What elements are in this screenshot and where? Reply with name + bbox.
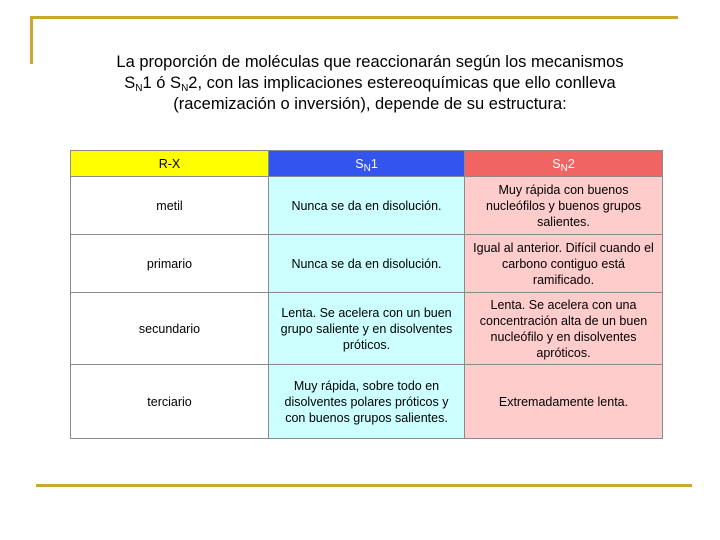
cell-rx: metil [71, 177, 269, 235]
cell-sn2: Muy rápida con buenos nucleófilos y buenos grupos salientes. [465, 177, 663, 235]
cell-sn1: Lenta. Se acelera con un buen grupo saliente y en disolventes próticos. [269, 293, 465, 365]
title-text-end: 2, con las implicaciones estereoquímicas que ello conlleva [188, 74, 616, 92]
cell-sn2: Extremadamente lenta. [465, 365, 663, 439]
cell-sn1: Nunca se da en disolución. [269, 177, 465, 235]
table-row [71, 365, 663, 439]
cell-rx: primario [71, 235, 269, 293]
header-sn1: $S_N1$ [269, 151, 465, 177]
title-line-3: (racemización o inversión), depende de su estructura: [173, 95, 567, 113]
table-row [71, 293, 663, 365]
cell-sn1: Muy rápida, sobre todo en disolventes polares próticos y con buenos grupos salientes. [269, 365, 465, 439]
title-line-2 [60, 73, 680, 94]
header-sn2: $S_N2$ [465, 151, 663, 177]
decorative-bottom-line [36, 484, 692, 487]
title-line-1: La proporción de moléculas que reaccionarán según los mecanismos [116, 53, 624, 71]
decorative-top-line [30, 16, 678, 19]
mechanism-table [70, 150, 663, 439]
title-sub2: N [181, 83, 189, 94]
cell-sn2: Lenta. Se acelera con una concentración alta de un buen nucleófilo y en disolventes apróticos. [465, 293, 663, 365]
header-rx: R-X [71, 151, 269, 177]
table-row [71, 177, 663, 235]
title-s1: S [124, 74, 136, 92]
slide-title [60, 52, 680, 115]
cell-rx: terciario [71, 365, 269, 439]
cell-sn1: Nunca se da en disolución. [269, 235, 465, 293]
cell-sn2: Igual al anterior. Difícil cuando el carbono contiguo está ramificado. [465, 235, 663, 293]
table-header-row [71, 151, 663, 177]
decorative-left-line [30, 16, 33, 64]
title-text-mid: 1 ó S [142, 74, 182, 92]
table-row [71, 235, 663, 293]
cell-rx: secundario [71, 293, 269, 365]
title-sub1: N [135, 83, 143, 94]
